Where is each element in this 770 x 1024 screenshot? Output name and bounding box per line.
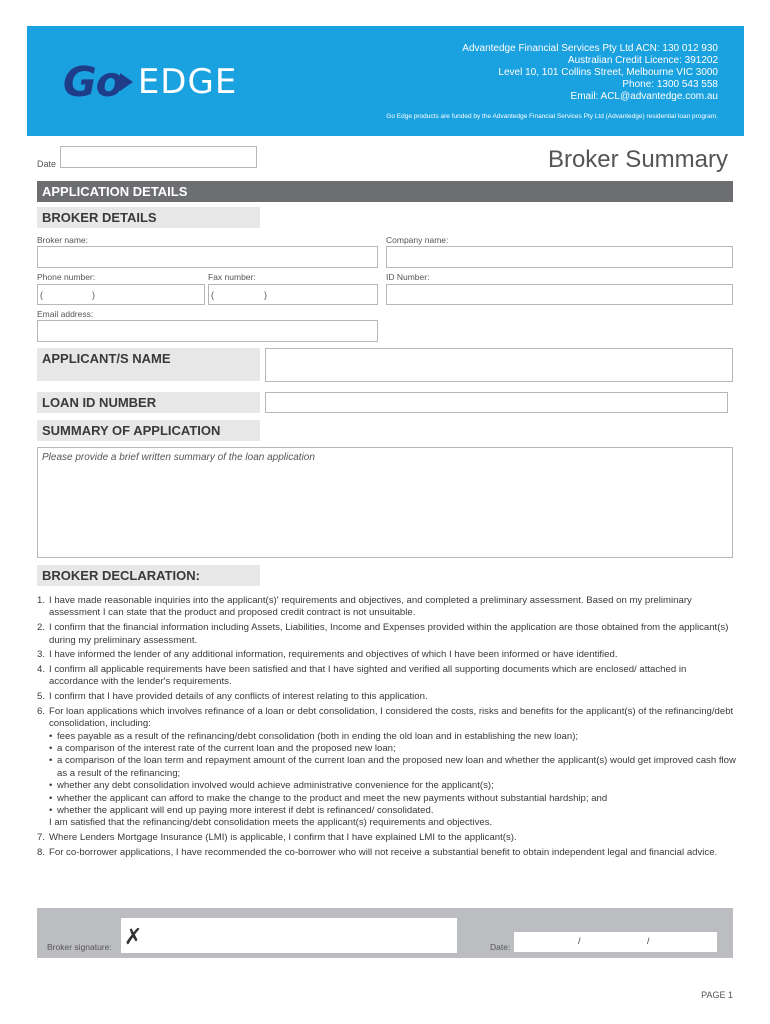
bullet-text: a comparison of the loan term and repayment amount of the current loan and the proposed new loan and whether the applicant(s) would get improved cash flow as a result of the refinancing; — [57, 755, 736, 779]
bullet-item — [49, 755, 737, 780]
fax-field[interactable] — [208, 284, 378, 305]
bullet-item — [49, 780, 737, 792]
item-text: Where Lenders Mortgage Insurance (LMI) is applicable, I confirm that I have explained LMI to the applicant(s). — [49, 832, 517, 844]
application-details-heading: APPLICATION DETAILS — [37, 181, 733, 202]
loan-id-heading: LOAN ID NUMBER — [37, 392, 260, 413]
broker-name-label: Broker name: — [37, 235, 89, 245]
broker-details-heading: BROKER DETAILS — [37, 207, 260, 228]
bullet-icon: • — [49, 804, 53, 816]
signature-label: Broker signature: — [47, 942, 112, 952]
date-slash: / — [647, 936, 650, 946]
item-text: I have made reasonable inquiries into the applicant(s)' requirements and objectives, and completed a preliminary assessment. Based on my preliminary assessment I can state that the product and proposed credit contract is not unsuitable. — [49, 595, 692, 619]
company-line: Advantedge Financial Services Pty Ltd ACN: 130 012 930 — [462, 43, 718, 54]
item-text: I confirm that the financial information including Assets, Liabilities, Income and Expenses provided within the application are those obtained from the applicant(s) during my preliminary assessment. — [49, 622, 729, 646]
signature-date-label: Date: — [490, 942, 511, 952]
item-text: I have informed the lender of any additional information, requirements and objectives of which I have been informed or have identified. — [49, 649, 618, 661]
company-line: Phone: 1300 543 558 — [622, 79, 718, 90]
signature-date-field[interactable] — [514, 932, 717, 952]
declaration-item — [37, 832, 737, 844]
broker-name-field[interactable] — [37, 246, 378, 268]
declaration-item — [37, 622, 737, 647]
item-number: 6. — [37, 705, 46, 717]
bullet-icon: • — [49, 742, 53, 754]
item-text: For co-borrower applications, I have recommended the co-borrower who will not receive a substantial benefit to obtain independent legal and financial advice. — [49, 846, 718, 858]
item-text: I confirm all applicable requirements have been satisfied and that I have sighted and verified all supporting documents which are enclosed/ attached in accordance with the lender's requirements. — [49, 663, 687, 688]
declaration-item — [37, 595, 737, 620]
open-paren: ( — [211, 290, 214, 300]
declaration-item — [37, 664, 737, 689]
header-banner — [27, 26, 744, 136]
goedge-logo — [63, 58, 237, 106]
item-number: 8. — [37, 846, 46, 858]
company-name-label: Company name: — [386, 235, 449, 245]
bullet-item — [49, 743, 737, 755]
item-body — [49, 706, 737, 830]
declaration-item — [37, 706, 737, 830]
email-field[interactable] — [37, 320, 378, 342]
bullet-text: whether the applicant can afford to make the change to the product and meet the new payments without substantial hardship; and — [57, 792, 608, 804]
funded-note: Go Edge products are funded by the Advantedge Financial Services Pty Ltd (Advantedge) residential loan program. — [386, 113, 718, 120]
applicants-name-field[interactable] — [265, 348, 733, 382]
bullet-icon: • — [49, 730, 53, 742]
bullet-text: whether any debt consolidation involved would achieve administrative convenience for the applicant(s); — [57, 780, 494, 792]
bullet-item — [49, 793, 737, 805]
item-text: I confirm that I have provided details of any conflicts of interest relating to this application. — [49, 691, 428, 703]
date-slash: / — [578, 936, 581, 946]
declaration-item — [37, 649, 737, 661]
declaration-heading: BROKER DECLARATION: — [37, 565, 260, 586]
logo-edge-text: EDGE — [137, 62, 238, 102]
id-number-label: ID Number: — [386, 272, 430, 282]
item-number: 3. — [37, 649, 46, 661]
bullet-text: whether the applicant will end up paying more interest if debt is refinanced/ consolidated. — [57, 804, 434, 816]
bullet-item — [49, 731, 737, 743]
fax-label: Fax number: — [208, 272, 256, 282]
item-number: 5. — [37, 691, 46, 703]
applicants-name-heading: APPLICANT/S NAME — [37, 348, 260, 381]
declaration-item — [37, 691, 737, 703]
declaration-item — [37, 847, 737, 859]
company-line: Australian Credit Licence: 391202 — [567, 55, 718, 66]
summary-placeholder: Please provide a brief written summary of the loan application — [42, 452, 315, 463]
bullet-icon: • — [49, 780, 53, 792]
item-number: 1. — [37, 595, 46, 606]
summary-field[interactable] — [37, 447, 733, 558]
close-paren: ) — [92, 290, 95, 300]
date-field[interactable] — [60, 146, 257, 168]
satisfied-statement: I am satisfied that the refinancing/debt consolidation meets the applicant(s) requirements and objectives. — [49, 817, 493, 829]
item-number: 2. — [37, 622, 46, 634]
phone-label: Phone number: — [37, 272, 96, 282]
bullet-icon: • — [49, 792, 53, 804]
page-title: Broker Summary — [547, 146, 728, 173]
bullet-text: fees payable as a result of the refinancing/debt consolidation (both in ending the old loan and in establishing the new loan); — [57, 730, 579, 742]
phone-field[interactable] — [37, 284, 205, 305]
close-paren: ) — [264, 290, 267, 300]
open-paren: ( — [40, 290, 43, 300]
loan-id-field[interactable] — [265, 392, 728, 413]
bullet-icon: • — [49, 755, 53, 767]
date-label: Date — [37, 159, 57, 169]
bullet-item — [49, 805, 737, 817]
signature-field[interactable] — [121, 918, 457, 953]
item-number: 7. — [37, 832, 46, 844]
sign-here-icon: ✗ — [124, 924, 143, 949]
company-line: Email: ACL@advantedge.com.au — [570, 91, 718, 102]
item-text: For loan applications which involves refinance of a loan or debt consolidation, I considered the costs, risks and benefits for the applicant(s) of the refinancing/debt consolidation, including: — [49, 705, 734, 730]
page-number: PAGE 1 — [701, 990, 733, 1000]
company-details — [462, 43, 718, 103]
email-label: Email address: — [37, 309, 94, 319]
bullet-text: a comparison of the interest rate of the current loan and the proposed new loan; — [57, 742, 396, 754]
declaration-list — [37, 595, 737, 862]
id-number-field[interactable] — [386, 284, 733, 305]
signature-bar — [37, 908, 733, 958]
company-name-field[interactable] — [386, 246, 733, 268]
logo-go-text: Go — [63, 58, 123, 106]
item-number: 4. — [37, 663, 46, 675]
summary-heading: SUMMARY OF APPLICATION — [37, 420, 260, 441]
company-line: Level 10, 101 Collins Street, Melbourne VIC 3000 — [498, 67, 718, 78]
